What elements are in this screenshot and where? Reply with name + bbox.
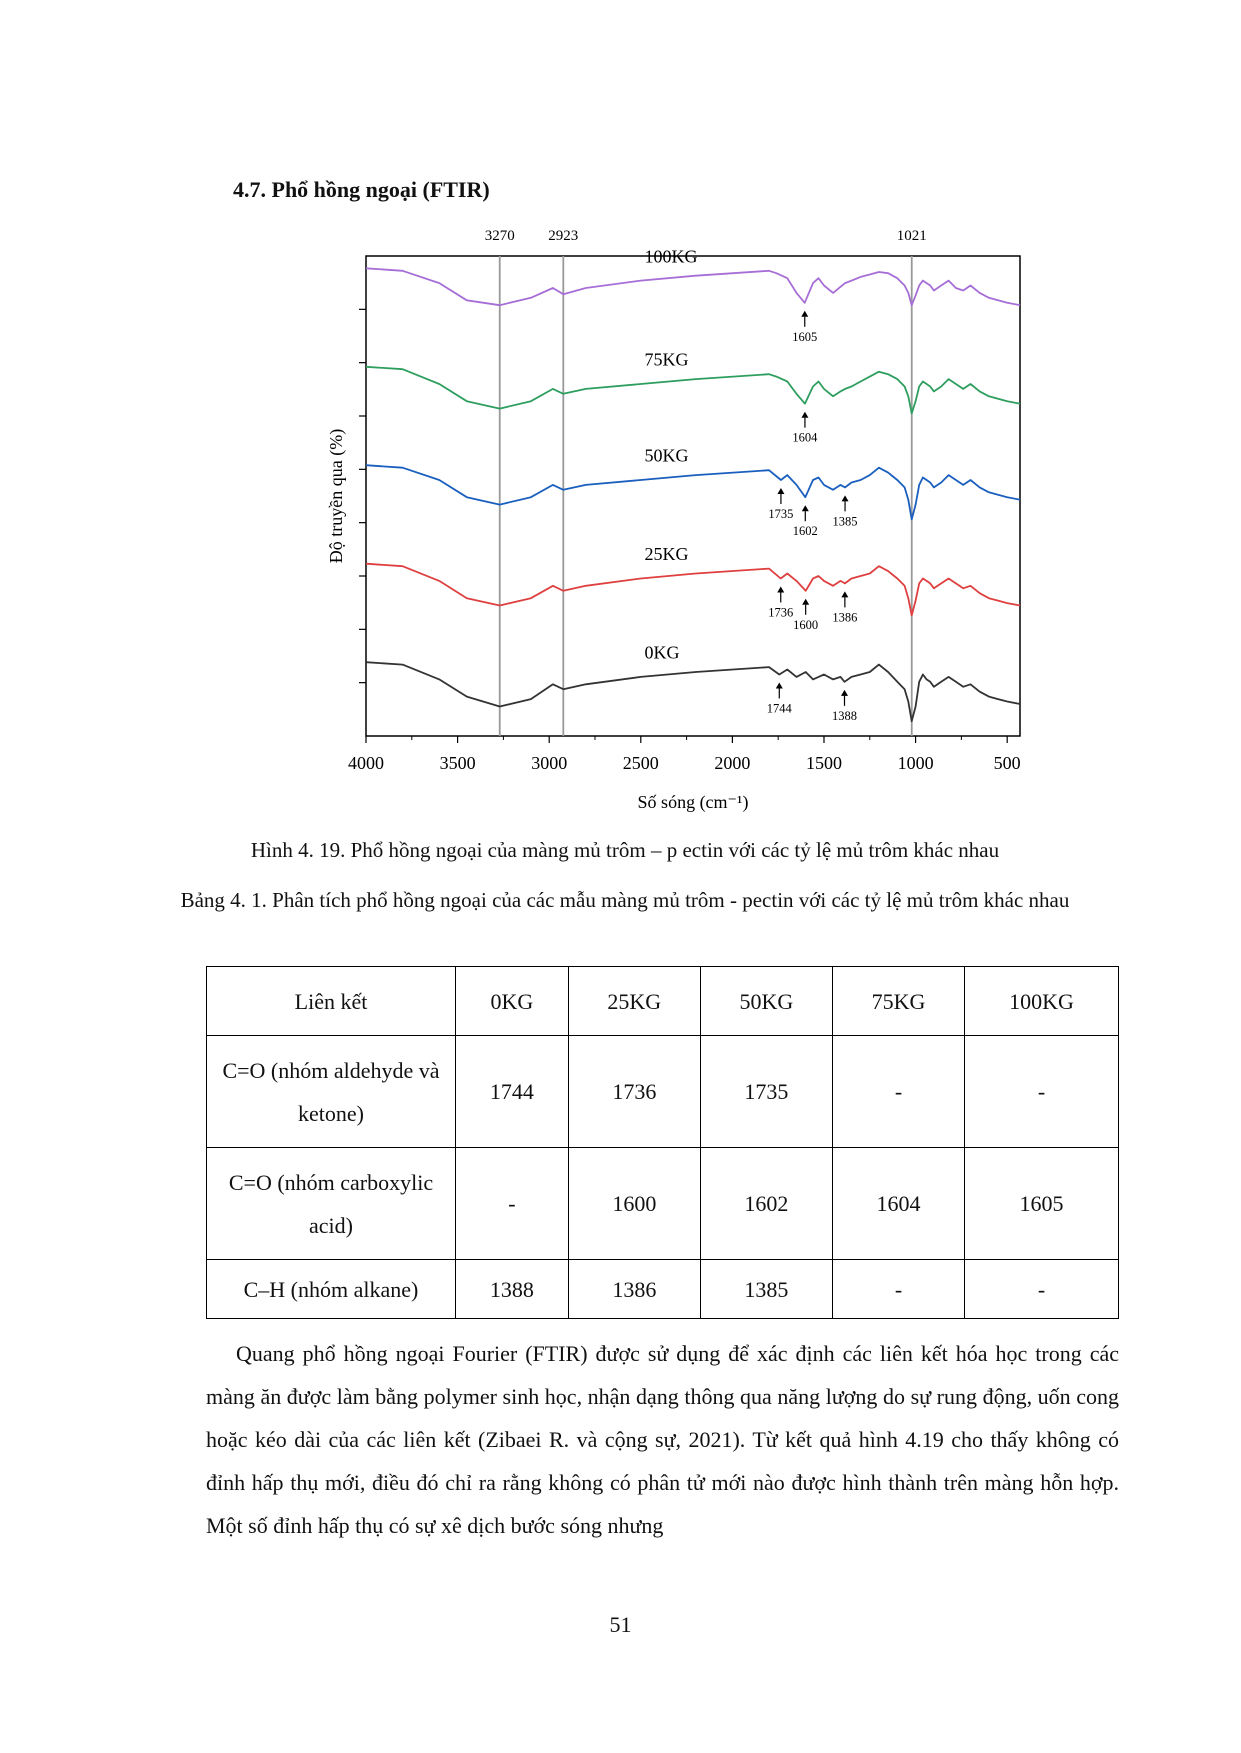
x-tick-label: 500 [993, 753, 1021, 773]
reference-line-label: 1021 [896, 228, 927, 244]
table-cell: C–H (nhóm alkane) [207, 1260, 456, 1319]
annotation-arrowhead [802, 505, 809, 511]
reference-line-label: 3270 [484, 228, 515, 244]
annotation-label: 1388 [832, 708, 858, 723]
annotation-arrowhead [777, 488, 784, 494]
table-header-cell: 25KG [568, 967, 700, 1036]
annotation-label: 1604 [792, 430, 818, 445]
series-line [366, 662, 1020, 721]
annotation-label: 1605 [792, 329, 818, 344]
table-row [207, 1036, 1119, 1148]
table-cell: C=O (nhóm carboxylic acid) [207, 1148, 456, 1260]
table-cell: - [456, 1148, 569, 1260]
table-header-cell: 100KG [965, 967, 1119, 1036]
x-tick-label: 4000 [348, 753, 384, 773]
table-cell: 1386 [568, 1260, 700, 1319]
x-tick-label: 1000 [897, 753, 934, 773]
table-cell: 1385 [700, 1260, 832, 1319]
series-line [366, 564, 1020, 616]
page-number: 51 [609, 1612, 632, 1637]
x-axis-label: Số sóng (cm⁻¹) [637, 792, 749, 812]
table-cell: - [965, 1260, 1119, 1319]
x-tick-label: 3000 [531, 753, 568, 773]
series-label: 25KG [644, 544, 689, 565]
table-header-cell: Liên kết [207, 967, 456, 1036]
table-caption: Bảng 4. 1. Phân tích phổ hồng ngoại của các mẫu màng mủ trôm - pectin với các tỷ lệ mủ trôm khác nhau [180, 888, 1070, 912]
series-label: 50KG [644, 445, 689, 466]
table-header-cell: 75KG [832, 967, 964, 1036]
series-label: 100KG [644, 246, 698, 267]
reference-line-label: 2923 [548, 228, 579, 244]
series-line [366, 268, 1020, 305]
x-tick-label: 1500 [805, 753, 842, 773]
table-cell: 1744 [456, 1036, 569, 1148]
annotation-label: 1602 [792, 524, 818, 539]
x-tick-label: 3500 [439, 753, 476, 773]
table-header-cell: 0KG [456, 967, 569, 1036]
table-row [207, 1148, 1119, 1260]
section-heading: 4.7. Phổ hồng ngoại (FTIR) [233, 177, 490, 202]
annotation-label: 1736 [768, 605, 794, 620]
table-cell: - [965, 1036, 1119, 1148]
annotation-label: 1744 [766, 701, 792, 716]
annotation-arrowhead [841, 690, 848, 696]
table-cell: - [832, 1260, 964, 1319]
series-line [366, 465, 1020, 519]
table-cell: - [832, 1036, 964, 1148]
figure-caption: Hình 4. 19. Phổ hồng ngoại của màng mủ trôm – p ectin với các tỷ lệ mủ trôm khác nhau [250, 838, 1000, 862]
annotation-label: 1735 [768, 507, 794, 521]
table-cell: 1600 [568, 1148, 700, 1260]
annotation-arrowhead [841, 591, 848, 597]
table-row [207, 1260, 1119, 1319]
table-header-row [207, 967, 1119, 1036]
plot-layer [326, 228, 1021, 813]
series-label: 75KG [644, 349, 689, 370]
table-cell: C=O (nhóm aldehyde và ketone) [207, 1036, 456, 1148]
table-cell: 1388 [456, 1260, 569, 1319]
annotation-label: 1385 [832, 514, 858, 529]
annotation-arrowhead [801, 412, 808, 418]
series-line [366, 367, 1020, 414]
ftir-table [206, 966, 1119, 1319]
table-cell: 1736 [568, 1036, 700, 1148]
table-cell: 1602 [700, 1148, 832, 1260]
ftir-chart [0, 0, 1241, 820]
annotation-arrowhead [802, 599, 809, 605]
x-tick-label: 2000 [714, 753, 751, 773]
annotation-label: 1600 [793, 617, 819, 632]
annotation-label: 1386 [832, 610, 858, 625]
y-axis-label: Độ truyền qua (%) [326, 428, 346, 564]
table-cell: 1604 [832, 1148, 964, 1260]
annotation-arrowhead [801, 311, 808, 317]
annotation-arrowhead [776, 682, 783, 688]
annotation-arrowhead [842, 495, 849, 501]
body-paragraph-text: Quang phổ hồng ngoại Fourier (FTIR) được sử dụng để xác định các liên kết hóa học trong các màng ăn được làm bằng polymer sinh học, nhận dạng thông qua năng lượng do sự rung động, uốn cong hoặc kéo dài của các liên kết (Zibaei R. và cộng sự, 2021). Từ kết quả hình 4.19 cho thấy không có đỉnh hấp thụ mới, điều đó chỉ ra rằng không có phân tử mới nào được hình thành trên màng hỗn hợp. Một số đỉnh hấp thụ có sự xê dịch bước sóng nhưng [206, 1341, 1119, 1538]
table-cell: 1605 [965, 1148, 1119, 1260]
annotation-arrowhead [777, 586, 784, 592]
table-cell: 1735 [700, 1036, 832, 1148]
x-tick-label: 2500 [622, 753, 659, 773]
table-header-cell: 50KG [700, 967, 832, 1036]
body-paragraph [206, 1332, 1119, 1547]
series-label: 0KG [644, 642, 680, 663]
